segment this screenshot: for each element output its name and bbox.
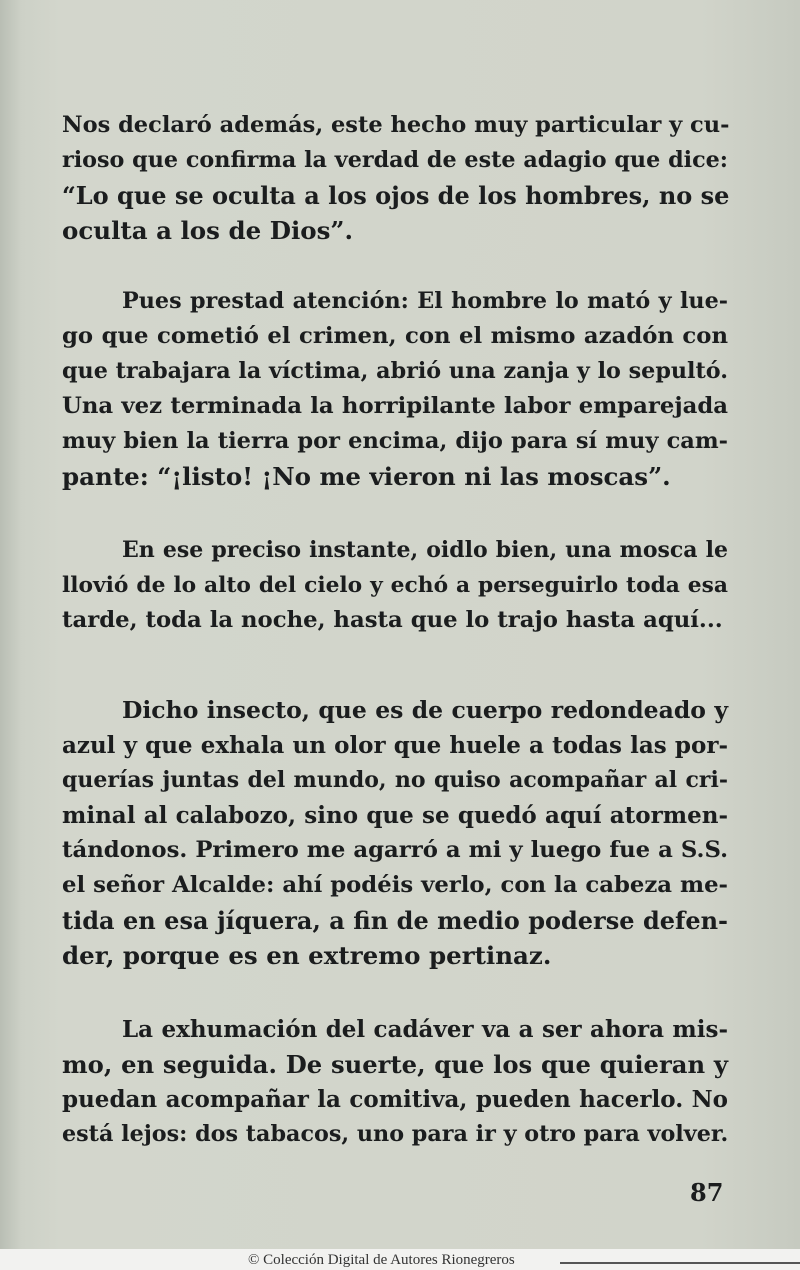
footer-copyright: © Colección Digital de Autores Rionegreros (248, 1252, 515, 1268)
paragraph-line: Una vez terminada la horripilante labor emparejada (62, 393, 728, 419)
paragraph-line: mo, en seguida. De suerte, que los que quieran y (62, 1050, 728, 1079)
paragraph-line: Pues prestad atención: El hombre lo mató y lue- (122, 288, 728, 314)
paragraph-line: La exhumación del cadáver va a ser ahora mis- (122, 1016, 728, 1043)
paragraph-line: Dicho insecto, que es de cuerpo redondeado y (122, 696, 728, 724)
paragraph-line: el señor Alcalde: ahí podéis verlo, con la cabeza me- (62, 872, 728, 898)
paragraph-line: pante: “¡listo! ¡No me vieron ni las moscas”. (62, 462, 671, 491)
paragraph-5 (62, 1012, 728, 1152)
footer-rule (560, 1262, 800, 1264)
paragraph-1 (62, 108, 728, 248)
paragraph-line: tida en esa jíquera, a fin de medio poderse defen- (62, 906, 728, 935)
paragraph-line: En ese preciso instante, oidlo bien, una mosca le (122, 537, 728, 563)
paragraph-line: “Lo que se oculta a los ojos de los hombres, no se (62, 181, 730, 210)
paragraph-line: llovió de lo alto del cielo y echó a perseguirlo toda esa (62, 573, 728, 598)
paragraph-line: oculta a los de Dios”. (62, 216, 354, 245)
paragraph-line: querías juntas del mundo, no quiso acompañar al cri- (62, 767, 728, 793)
paragraph-4 (62, 693, 728, 973)
paragraph-line: minal al calabozo, sino que se quedó aquí atormen- (62, 802, 728, 829)
paragraph-2 (62, 284, 728, 494)
paragraph-line: Nos declaró además, este hecho muy particular y cu- (62, 112, 730, 138)
paragraph-line: muy bien la tierra por encima, dijo para sí muy cam- (62, 428, 728, 454)
paragraph-line: que trabajara la víctima, abrió una zanja y lo sepultó. (62, 358, 728, 384)
paragraph-line: rioso que confirma la verdad de este adagio que dice: (62, 147, 728, 173)
page-number: 87 (690, 1178, 724, 1207)
paragraph-line: tarde, toda la noche, hasta que lo trajo hasta aquí... (62, 607, 723, 633)
paragraph-line: azul y que exhala un olor que huele a todas las por- (62, 732, 728, 759)
paragraph-line: está lejos: dos tabacos, uno para ir y otro para volver. (62, 1121, 729, 1147)
paragraph-3 (62, 533, 728, 638)
paragraph-line: der, porque es en extremo pertinaz. (62, 941, 552, 970)
paragraph-line: puedan acompañar la comitiva, pueden hacerlo. No (62, 1086, 728, 1113)
paragraph-line: tándonos. Primero me agarró a mi y luego fue a S.S. (62, 837, 728, 863)
paragraph-line: go que cometió el crimen, con el mismo azadón con (62, 323, 728, 349)
